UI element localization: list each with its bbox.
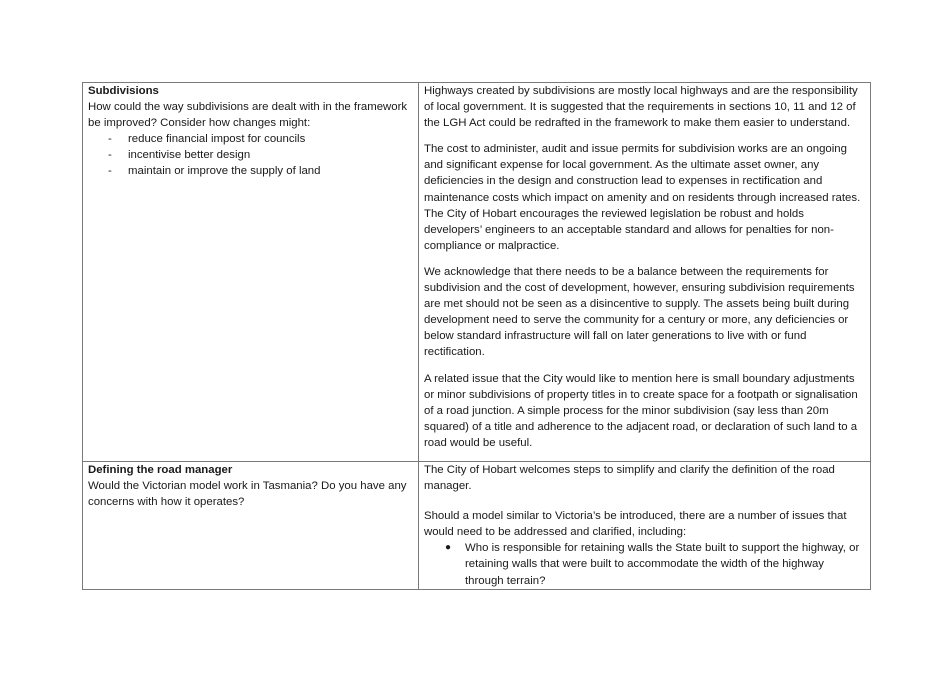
answer-cell-subdivisions (419, 83, 871, 462)
answer-paragraph: The cost to administer, audit and issue permits for subdivision works are an ongoing and significant expense for local government. As the ultimate asset owner, any deficiencies in the design and construction lead to expenses in rectification and maintenance costs which impact on amenity and on residents through increased rates. The City of Hobart encourages the reviewed legislation be robust and holds developers’ engineers to an acceptable standard and allows for penalties for non-compliance or malpractice. (424, 143, 861, 252)
table-row-subdivisions (83, 83, 871, 462)
question-title: Subdivisions (88, 85, 159, 97)
question-title: Defining the road manager (88, 464, 233, 476)
list-item: - incentivise better design (88, 147, 412, 163)
list-item: ● Who is responsible for retaining walls the State built to support the highway, or retaining walls that were built to accommodate the width of the highway through terrain? (445, 542, 860, 587)
list-item: - maintain or improve the supply of land (88, 163, 412, 179)
consideration-list (88, 131, 412, 179)
dash-marker: - (108, 133, 112, 146)
consultation-response-table (82, 82, 871, 590)
question-cell-subdivisions (83, 83, 419, 462)
answer-paragraph: Should a model similar to Victoria’s be introduced, there are a number of issues that would need to be addressed and clarified, including: (424, 510, 847, 539)
bullet-icon: ● (445, 542, 452, 554)
issue-list (424, 540, 864, 588)
answer-paragraph: Highways created by subdivisions are mostly local highways and are the responsibility of local government. It is suggested that the requirements in sections 10, 11 and 12 of the LGH Act could be redrafted in the framework to make them easier to understand. (424, 85, 858, 130)
question-text: Would the Victorian model work in Tasmania? Do you have any concerns with how it operates? (88, 480, 407, 509)
answer-paragraph: A related issue that the City would like to mention here is small boundary adjustments or minor subdivisions of property titles in to create space for a footpath or signalisation of a road junction. A simple process for the minor subdivision (say less than 20m squared) of a title and adherence to the adjacent road, or declaration of such land to a road would be useful. (424, 372, 858, 449)
table-row-road-manager (83, 462, 871, 590)
question-text: How could the way subdivisions are dealt with in the framework be improved? Consider how changes might: (88, 101, 408, 130)
answer-paragraph: The City of Hobart welcomes steps to simplify and clarify the definition of the road manager. (424, 464, 835, 493)
answer-cell-road-manager (419, 462, 871, 590)
question-cell-road-manager (83, 462, 419, 590)
answer-paragraph: We acknowledge that there needs to be a balance between the requirements for subdivision and the cost of development, however, ensuring subdivision requirements are met should not be seen as a disincentive to supply. The assets being built during development need to serve the community for a century or more, any deficiencies or below standard infrastructure will fall on later generations to live with or fund rectification. (424, 265, 855, 359)
dash-marker: - (108, 165, 112, 178)
dash-marker: - (108, 149, 112, 162)
list-item: - reduce financial impost for councils (88, 131, 412, 147)
